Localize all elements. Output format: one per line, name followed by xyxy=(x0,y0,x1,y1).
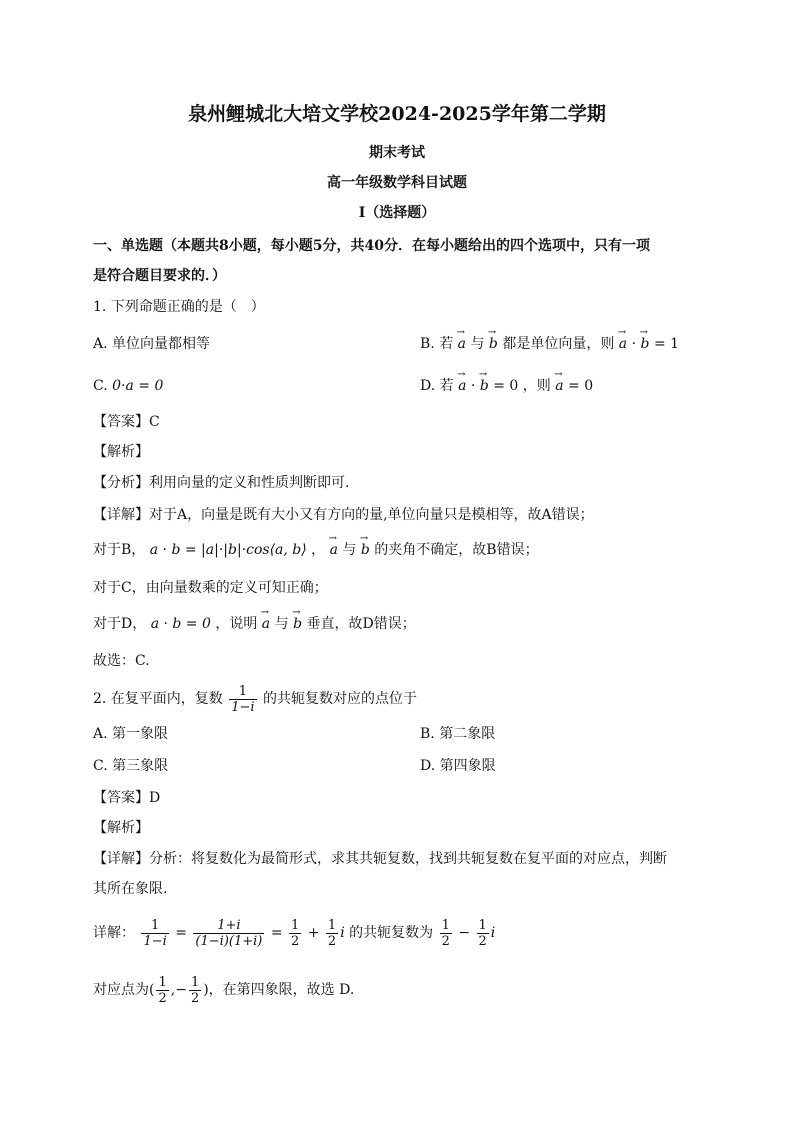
q1-conclusion: 故选：C. xyxy=(93,653,150,669)
fraction-numerator: 1 xyxy=(478,917,487,933)
fraction xyxy=(440,918,452,949)
equals-sign: = xyxy=(270,925,283,941)
paper-name: 高一年级数学科目试题 xyxy=(327,175,467,191)
fraction-denominator: 2 xyxy=(327,933,337,949)
q1-for-b xyxy=(93,540,539,560)
q1-optb-mid: 与 xyxy=(470,336,485,352)
q1-forb-mid: ， xyxy=(311,542,326,558)
fraction-numerator: 1+i xyxy=(193,918,264,934)
fraction-denominator: 2 xyxy=(158,990,167,1006)
q2-option-b: B. 第二象限 xyxy=(420,726,496,742)
imaginary-unit: i xyxy=(490,925,496,941)
q1-optc-eq: 0·a = 0 xyxy=(112,378,164,394)
fraction-denominator: 1−i xyxy=(231,699,255,715)
q1-ford-mid: ，说明 xyxy=(215,616,258,632)
q1-for-c: 对于C，由向量数乘的定义可知正确； xyxy=(93,580,328,596)
fraction-numerator: 1 xyxy=(441,917,450,933)
q1-stem: 1. 下列命题正确的是（ ） xyxy=(93,299,265,315)
q2-answer: 【答案】D xyxy=(93,790,161,806)
fraction-numerator: 1 xyxy=(158,974,167,990)
q2-analysis-label: 【解析】 xyxy=(93,820,149,836)
q1-optb-prefix: B. 若 xyxy=(420,336,454,352)
q1-forb-prefix: 对于B， xyxy=(93,542,146,558)
q1-xiangjie: 【详解】对于A，向量是既有大小又有方向的量,单位向量只是模相等，故A错误； xyxy=(93,507,594,523)
fraction-denominator: 1−i xyxy=(143,933,167,949)
fraction xyxy=(189,975,201,1006)
minus-sign: − xyxy=(458,925,471,941)
q1-optd-prefix: D. 若 xyxy=(420,378,454,394)
vector-b: → b xyxy=(361,540,370,560)
q2-xiangjie-line1: 【详解】分析：将复数化为最简形式，求其共轭复数，找到共轭复数在复平面的对应点，判断 xyxy=(93,851,667,867)
q2-stem xyxy=(93,682,417,716)
fraction xyxy=(289,918,301,949)
fraction xyxy=(141,918,168,949)
vector-a: → a xyxy=(330,540,338,560)
q1-option-c xyxy=(93,376,163,396)
q1-option-a: A. 单位向量都相等 xyxy=(93,336,211,352)
q1-optb-eq: = 1 xyxy=(653,336,680,352)
q1-ford-formula: a · b = 0 xyxy=(150,616,211,632)
q2-detail-equation xyxy=(93,915,495,951)
q1-ford-and: 与 xyxy=(274,616,289,632)
q1-forb-suffix: 的夹角不确定，故B错误； xyxy=(374,542,539,558)
q1-ford-suffix: 垂直，故D错误； xyxy=(306,616,416,632)
section-heading-line2: 是符合题目要求的．） xyxy=(93,268,226,284)
fraction-denominator: 2 xyxy=(441,933,450,949)
q2-option-a: A. 第一象限 xyxy=(93,726,169,742)
vector-a: → a xyxy=(458,376,466,396)
imaginary-unit: i xyxy=(340,925,345,941)
exam-name: 期末考试 xyxy=(369,145,425,161)
q2-option-c: C. 第三象限 xyxy=(93,758,169,774)
q2-point-comma: ,− xyxy=(170,982,187,998)
fraction xyxy=(326,918,338,949)
vector-a: → a xyxy=(619,334,627,354)
vector-b: → b xyxy=(641,334,650,354)
fraction-denominator: 2 xyxy=(291,933,300,949)
fraction xyxy=(156,975,168,1006)
fraction xyxy=(193,918,264,949)
vector-a: → a xyxy=(555,376,563,396)
q1-optd-eq: = 0 xyxy=(493,378,519,394)
q2-stem-fraction xyxy=(229,684,256,715)
q1-optd-eq2: = 0 xyxy=(568,378,594,394)
q1-answer: 【答案】C xyxy=(93,414,160,430)
q1-option-b: B. 若 → a 与 → b 都是单位向量，则 → a · → b = 1 xyxy=(420,334,679,354)
q2-stem-prefix: 2. 在复平面内，复数 xyxy=(93,691,223,707)
q1-option-d: D. 若 → a · → b = 0 ，则 → a = 0 xyxy=(420,376,593,396)
q2-option-d: D. 第四象限 xyxy=(420,758,496,774)
q1-optc-prefix: C. xyxy=(93,378,108,394)
q1-analysis-label: 【解析】 xyxy=(93,444,149,460)
q1-forb-formula: a · b = |a|·|b|·cos⟨a, b⟩ xyxy=(149,542,307,558)
q2-point-line xyxy=(93,972,354,1008)
fraction-numerator: 1 xyxy=(291,917,300,933)
q1-optd-mid: ，则 xyxy=(522,378,551,394)
q2-point-suffix: )，在第四象限，故选 D. xyxy=(203,982,355,998)
fraction-denominator: 2 xyxy=(190,990,200,1006)
q2-conj-text: 的共轭复数为 xyxy=(349,925,434,941)
q1-for-d xyxy=(93,614,416,634)
fraction xyxy=(477,918,489,949)
q1-optb-suffix: 都是单位向量，则 xyxy=(502,336,615,352)
q1-ford-prefix: 对于D， xyxy=(93,616,147,632)
vector-b: → b xyxy=(489,334,498,354)
vector-b: → b xyxy=(480,376,489,396)
equals-sign: = xyxy=(175,925,187,941)
fraction-denominator: (1−i)(1+i) xyxy=(195,933,263,949)
school-title: 泉州鲤城北大培文学校2024-2025学年第二学期 xyxy=(188,103,606,125)
section-heading-line1: 一、单选题（本题共8小题，每小题5分，共40分．在每小题给出的四个选项中，只有一项 xyxy=(93,238,650,254)
q2-xiangjie-line2: 其所在象限. xyxy=(93,881,168,897)
part-label: I（选择题） xyxy=(358,205,436,221)
fraction-numerator: 1 xyxy=(327,917,337,933)
q2-stem-suffix: 的共轭复数对应的点位于 xyxy=(263,691,418,707)
plus-sign: + xyxy=(307,925,320,941)
fraction-numerator: 1 xyxy=(141,918,168,934)
q1-fenxi: 【分析】利用向量的定义和性质判断即可. xyxy=(93,475,350,491)
q1-forb-and: 与 xyxy=(342,542,357,558)
fraction-numerator: 1 xyxy=(190,974,200,990)
vector-b: → b xyxy=(293,614,302,634)
q2-point-prefix: 对应点为( xyxy=(93,982,155,998)
fraction-denominator: 2 xyxy=(478,933,487,949)
q2-detail-label: 详解： xyxy=(93,925,135,941)
fraction-numerator: 1 xyxy=(229,684,256,700)
vector-a: → a xyxy=(262,614,270,634)
vector-a: → a xyxy=(458,334,466,354)
